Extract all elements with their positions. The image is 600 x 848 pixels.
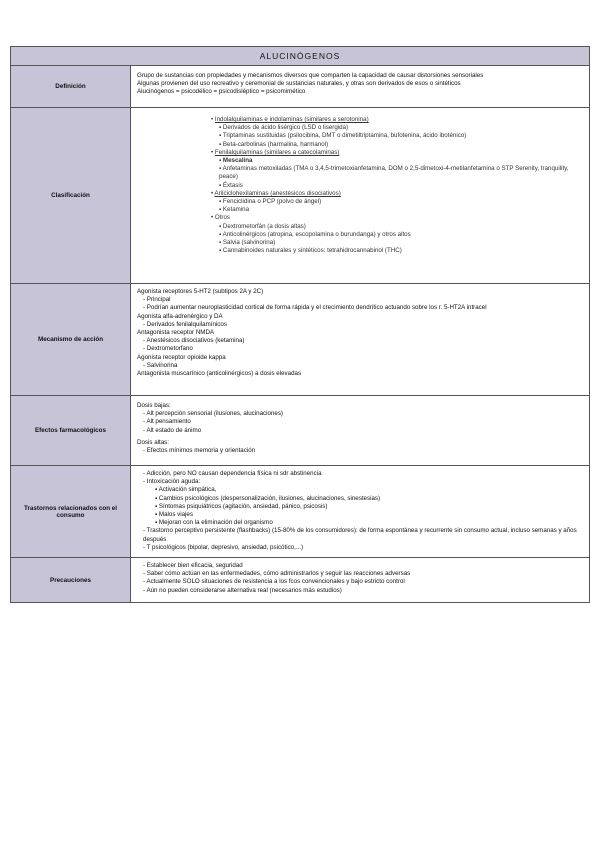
row-label: Clasificación bbox=[11, 108, 131, 283]
list-item: ▪ Cambios psicológicos (despersonalización, ilusiones, alucinaciones, sinestesias) bbox=[155, 494, 381, 502]
text-line: Algunas provienen del uso recreativo y ceremonial de sustancias naturales, y otras son derivados de esos o sintéticos bbox=[137, 80, 461, 88]
row-efectos bbox=[11, 396, 589, 466]
row-content bbox=[131, 558, 589, 602]
list-item: - Adicción, pero NO causan dependencia física ni sdr abstinencia bbox=[143, 470, 322, 477]
group-title: Arilciclohexilaminas (anestésicos disociativos) bbox=[214, 189, 341, 197]
list-item: - Anestésicos disociativos (ketamina) bbox=[143, 337, 245, 345]
list-item: ▪ Activación simpática, bbox=[155, 486, 217, 494]
row-content bbox=[131, 396, 589, 465]
row-label: Efectos farmacológicos bbox=[11, 396, 131, 465]
row-precauciones bbox=[11, 558, 589, 602]
row-label: Mecanismo de acción bbox=[11, 284, 131, 395]
group-title: Otros bbox=[214, 214, 231, 222]
list-item: ▪ Cannabinoides naturales y sintéticos: tetrahidrocannabinol (THC) bbox=[219, 247, 402, 255]
heading: Antagonista receptor NMDA bbox=[137, 329, 215, 337]
list-item: - Actualmente SOLO situaciones de resistencia a los fcos convencionales y bajo estricto control bbox=[143, 578, 405, 586]
list-item: - Alt pensamiento bbox=[143, 418, 191, 426]
heading: Agonista receptor opioide kappa bbox=[137, 353, 226, 361]
list-item: • Otros bbox=[211, 214, 231, 222]
row-label: Precauciones bbox=[11, 558, 131, 602]
list-item: ▪ Síntomas psiquiátricos (agitación, ansiedad, pánico, psicosis) bbox=[155, 502, 328, 510]
row-label: Definición bbox=[11, 66, 131, 107]
heading: Antagonista muscarínico (anticolinérgicos) a dosis elevadas bbox=[137, 370, 302, 378]
list-item: - Efectos mínimos memoria y orientación bbox=[143, 447, 256, 455]
heading: Dosis altas: bbox=[137, 438, 169, 446]
text-line: Alucinógenos = psicodélico = psicodisléptico = psicomimético bbox=[137, 88, 306, 96]
list-item: ▪ Dextrometorfán (a dosis altas) bbox=[219, 222, 306, 230]
list-item: ▪ Ketamina bbox=[219, 206, 250, 214]
list-item: - Alt percepción sensorial (ilusiones, alucinaciones) bbox=[143, 410, 283, 418]
heading: Agonista alfa-adrenérgico y DA bbox=[137, 312, 223, 320]
list-item: - Dextrometorfano bbox=[143, 345, 193, 353]
group-title: Fenilalquilaminas (similares a catecolaminas) bbox=[214, 148, 340, 156]
row-label: Trastornos relacionados con el consumo bbox=[11, 466, 131, 557]
row-clasificacion bbox=[11, 108, 589, 284]
row-content bbox=[131, 108, 589, 283]
list-item: ▪ Éxtasis bbox=[219, 181, 243, 189]
list-item: ▪ Derivados de ácido lisérgico (LSD o lisergida) bbox=[219, 124, 349, 132]
list-item: - Saber cómo actúan en las enfermedades, cómo administrarlos y seguir las reacciones adversas bbox=[143, 570, 411, 578]
list-item: ▪ Anticolinérgicos (atropina, escopolamina o burundanga) y otros altos bbox=[219, 230, 411, 238]
list-item: - Podrían aumentar neuroplasticidad cortical de forma rápida y el crecimiento dendrítico actuando sobre los r. 5-HT2A intracel bbox=[143, 304, 487, 312]
group-title: Indolalquilaminas e indolaminas (similares a serotonina) bbox=[214, 116, 369, 123]
list-item: • Arilciclohexilaminas (anestésicos disociativos) bbox=[211, 189, 341, 197]
row-content bbox=[131, 466, 589, 557]
row-content bbox=[131, 66, 589, 107]
row-content bbox=[131, 284, 589, 395]
list-item: ▪ Malos viajes bbox=[155, 511, 193, 519]
list-item: - Aún no pueden considerarse alternativa real (necesarios más estudios) bbox=[143, 586, 342, 594]
table-title: ALUCINÓGENOS bbox=[11, 47, 589, 66]
list-item: - Establecer bien eficacia, seguridad bbox=[143, 562, 243, 569]
list-item: ▪ Anfetaminas metoxiladas (TMA o 3,4,5-trimetoxianfetamina, DOM o 2,5-dimetoxi-4-metilanfetamina o STP Serenity, tranquility, peace) bbox=[219, 165, 569, 181]
list-item: - Salvinorina bbox=[143, 361, 178, 369]
list-item: - Principal bbox=[143, 296, 171, 304]
list-item: - Trastorno perceptivo persistente (flashbacks) (15-80% de los consumidores): de forma espontánea y recurrente sin consumo actual, incluso semanas y años después bbox=[143, 527, 577, 543]
list-item: • Fenilalquilaminas (similares a catecolaminas) bbox=[211, 148, 340, 156]
list-item: ▪ Fenciclidina o PCP (polvo de ángel) bbox=[219, 198, 322, 206]
alucinogenos-table bbox=[10, 46, 590, 603]
list-item: ▪ Triptaminas sustituidas (psilocibina, DMT o dimetiltriptamina, bufotenina, ácido iboténico) bbox=[219, 132, 467, 140]
row-mecanismo bbox=[11, 284, 589, 396]
list-item: ▪ Mescalina bbox=[219, 157, 253, 165]
list-item: • Indolalquilaminas e indolaminas (similares a serotonina) bbox=[211, 116, 369, 123]
list-item: ▪ Salvia (salvinorina) bbox=[219, 239, 276, 247]
row-definicion bbox=[11, 66, 589, 108]
list-item: - Intoxicación aguda: bbox=[143, 478, 201, 486]
list-item: ▪ Mejoran con la eliminación del organismo bbox=[155, 519, 273, 527]
text-line: Grupo de sustancias con propiedades y mecanismos diversos que comparten la capacidad de causar distorsiones sensoriales bbox=[137, 72, 484, 79]
list-item: ▪ Beta-carbolinas (harmalina, harmanol) bbox=[219, 140, 329, 148]
heading: Agonista receptores 5-HT2 (subtipos 2A y 2C) bbox=[137, 288, 264, 295]
row-trastornos bbox=[11, 466, 589, 558]
list-item: - Alt estado de ánimo bbox=[143, 426, 202, 434]
list-item: - Derivados fenilalquilamínicos bbox=[143, 320, 227, 328]
heading: Dosis bajas: bbox=[137, 402, 171, 409]
list-item: - T psicológicos (bipolar, depresivo, ansiedad, psicótico,...) bbox=[143, 543, 304, 551]
